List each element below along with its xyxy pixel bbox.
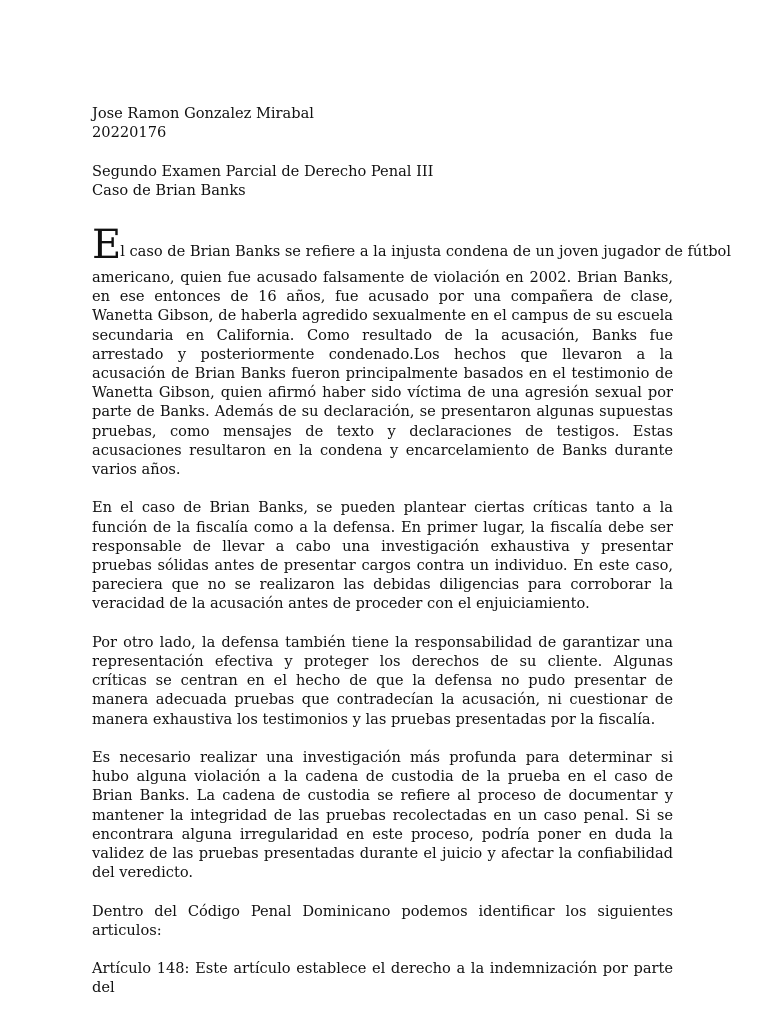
paragraph-chain-of-custody: Es necesario realizar una investigación más profunda para determinar si hubo alguna violación a la cadena de custodia de la prueba en el caso de Brian Banks. La cadena de custodia se refiere al proceso de documentar y mantener la integridad de las pruebas recolectadas en un caso penal. Si se encontrara alguna irregularidad en este proceso, podría poner en duda la validez de las pruebas presentadas durante el juicio y afectar la confiabilidad del veredicto. (92, 749, 673, 882)
paragraph-defense: Por otro lado, la defensa también tiene la responsabilidad de garantizar una representación efectiva y proteger los derechos de su cliente. Algunas críticas se centran en el hecho de que la defensa no pudo presentar de manera adecuada pruebas que contradecían la acusación, ni cuestionar de manera exhaustiva los testimonios y las pruebas presentadas por la fiscalía. (92, 633, 673, 728)
paragraph-intro (92, 222, 731, 479)
paragraph-penal-code-intro: Dentro del Código Penal Dominicano podemos identificar los siguientes articulos: (92, 902, 673, 939)
author-name: Jose Ramon Gonzalez Mirabal (92, 105, 314, 122)
paragraph-article-148: Artículo 148: Este artículo establece el derecho a la indemnización por parte del (92, 960, 673, 997)
document-content (92, 104, 731, 998)
student-id: 20220176 (92, 124, 167, 142)
exam-title: Segundo Examen Parcial de Derecho Penal III (92, 162, 434, 180)
case-title: Caso de Brian Banks (92, 181, 246, 199)
paragraph-critique: En el caso de Brian Banks, se pueden plantear ciertas críticas tanto a la función de la fiscalía como a la defensa. En primer lugar, la fiscalía debe ser responsable de llevar a cabo una investigación exhaustiva y presentar pruebas sólidas antes de presentar cargos contra un individuo. En este caso, pareciera que no se realizaron las debidas diligencias para corroborar la veracidad de la acusación antes de proceder con el enjuiciamiento. (92, 499, 673, 613)
intro-first-line-text: l caso de Brian Banks se refiere a la injusta condena de un joven jugador de fútbol (120, 243, 731, 260)
drop-cap: E (92, 222, 121, 268)
intro-paragraph-rest: americano, quien fue acusado falsamente de violación en 2002. Brian Banks, en ese entonces de 16 años, fue acusado por una compañera de clase, Wanetta Gibson, de haberla agredido sexualmente en el campus de su escuela secundaria en California. Como resultado de la acusación, Banks fue arrestado y posteriormente condenado.Los hechos que llevaron a la acusación de Brian Banks fueron principalmente basados en el testimonio de Wanetta Gibson, quien afirmó haber sido víctima de una agresión sexual por parte de Banks. Además de su declaración, se presentaron algunas supuestas pruebas, como mensajes de texto y declaraciones de testigos. Estas acusaciones resultaron en la condena y encarcelamiento de Banks durante varios años. (92, 269, 673, 479)
header-spacer (92, 142, 673, 161)
title-spacer (92, 200, 673, 228)
intro-first-line (92, 222, 731, 268)
